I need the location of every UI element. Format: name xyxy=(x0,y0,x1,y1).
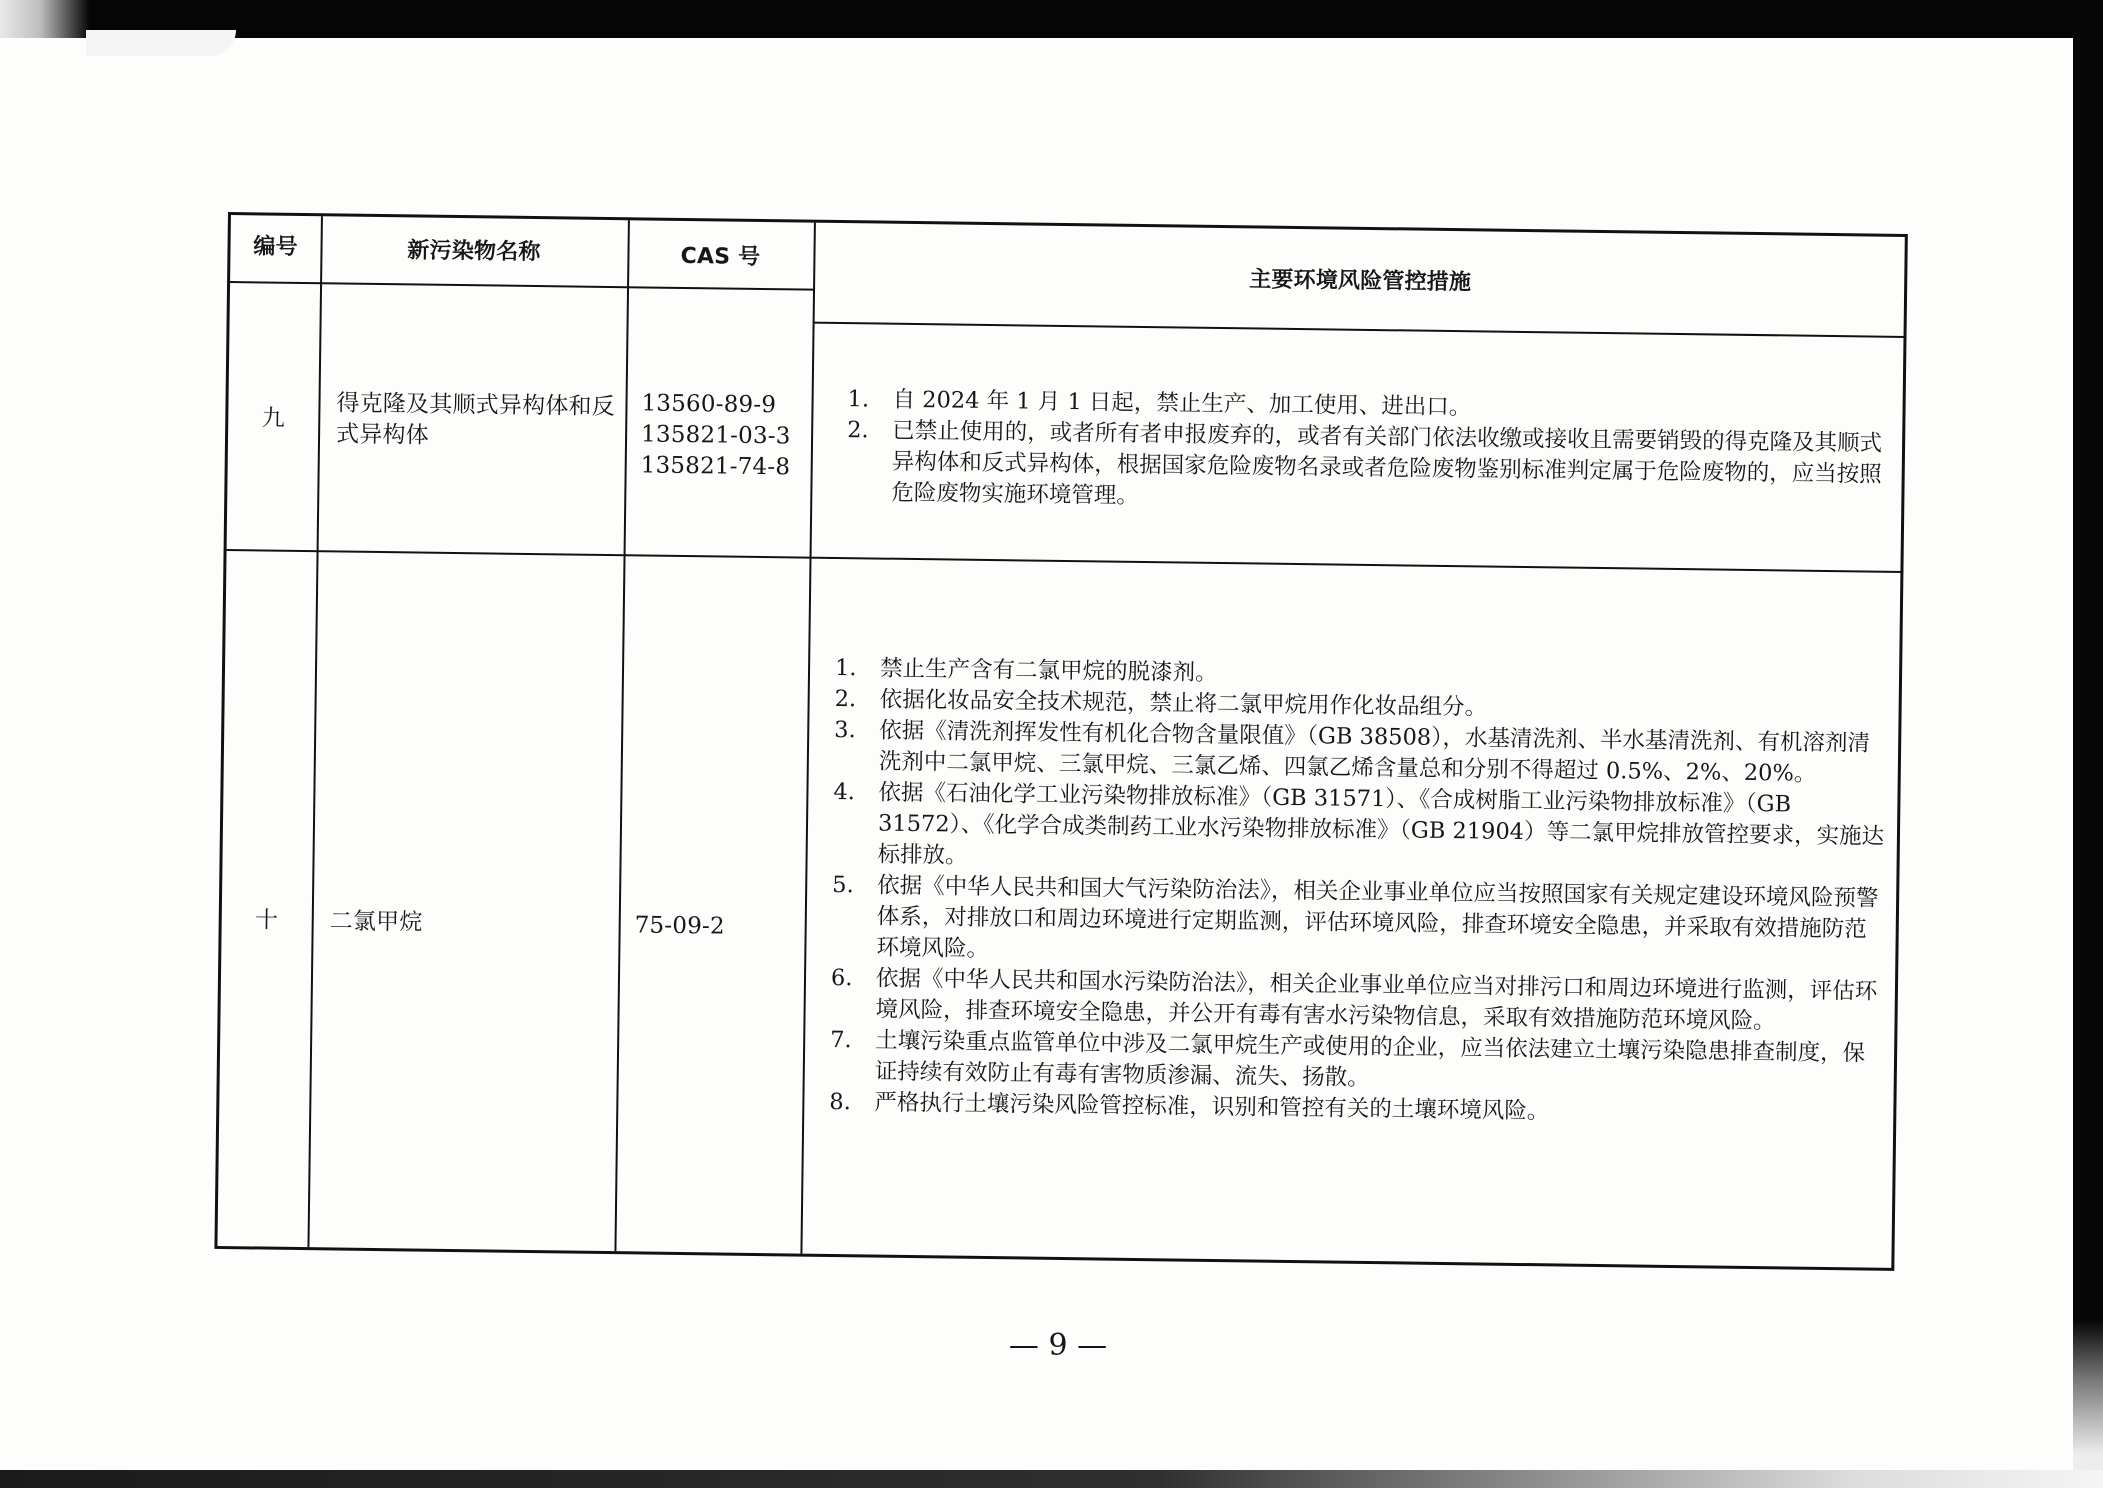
measure-item: 3. 依据《清洗剂挥发性有机化合物含量限值》（GB 38508），水基清洗剂、半水基清洗剂、有机溶剂清洗剂中二氯甲烷、三氯甲烷、三氯乙烯、四氯乙烯含量总和分别不得超过 0.5%、2%、20%。 xyxy=(834,716,1871,787)
scan-border-top-left xyxy=(0,0,90,38)
measure-item: 7. 土壤污染重点监管单位中涉及二氯甲烷生产或使用的企业，应当依法建立土壤污染隐患排查制度，保证持续有效防止有毒有害物质渗漏、流失、扬散。 xyxy=(830,1026,1866,1092)
row-ten-cas-list xyxy=(634,910,799,943)
scan-border-right-fade xyxy=(2073,1320,2103,1488)
column-divider-cas xyxy=(800,223,815,1254)
header-cas: CAS 号 xyxy=(680,243,761,270)
row-nine-measures xyxy=(846,384,1888,522)
measure-item: 1. 禁止生产含有二氯甲烷的脱漆剂。 xyxy=(834,654,1218,686)
header-number: 编号 xyxy=(253,234,298,260)
row-nine-number: 九 xyxy=(261,405,286,432)
measure-item: 8. 严格执行土壤污染风险管控标准，识别和管控有关的土壤环境风险。 xyxy=(829,1088,1550,1125)
cas-number: 135821-03-3 xyxy=(640,421,791,450)
row-ten-number: 十 xyxy=(254,907,279,934)
scan-paper-edge xyxy=(86,30,236,56)
measure-item: 2. 依据化妆品安全技术规范，禁止将二氯甲烷用作化妆品组分。 xyxy=(834,685,1488,721)
measure-item: 5. 依据《中华人民共和国大气污染防治法》，相关企业事业单位应当按照国家有关规定建设环境风险预警体系，对排放口和周边环境进行定期监测，评估环境风险，排查环境安全隐患，并采取有效措施防范环境风险。 xyxy=(832,871,1879,963)
measure-item: 4. 依据《石油化学工业污染物排放标准》（GB 31571）、《合成树脂工业污染物排放标准》（GB 31572）、《化学合成类制药工业水污染物排放标准》（GB 21904）等二氯甲烷排放管控要求，实施达标排放。 xyxy=(833,778,1885,869)
header-name: 新污染物名称 xyxy=(407,238,541,266)
pollutant-control-table xyxy=(214,212,1907,1271)
cas-number: 75-09-2 xyxy=(634,912,725,940)
row-ten-name: 二氯甲烷 xyxy=(329,908,423,936)
scan-border-top xyxy=(0,0,2103,38)
scan-border-right xyxy=(2073,0,2103,1488)
header-divider-left xyxy=(230,281,813,291)
cas-number: 135821-74-8 xyxy=(640,452,791,481)
measure-item: 1. 自 2024 年 1 月 1 日起，禁止生产、加工使用、进出口。 xyxy=(847,386,1472,421)
measure-item: 2. 已禁止使用的，或者所有者申报废弃的，或者有关部门依法收缴或接收且需要销毁的得克隆及其顺式异构体和反式异构体，根据国家危险废物名录或者危险废物鉴别标准判定属于危险废物的，应当按照危险废物实施环境管理。 xyxy=(847,417,1883,509)
measure-item: 6. 依据《中华人民共和国水污染防治法》，相关企业事业单位应当对排污口和周边环境进行监测，评估环境风险，排查环境安全隐患，并公开有毒有害水污染物信息，采取有效措施防范环境风险。 xyxy=(830,964,1878,1035)
header-measures: 主要环境风险管控措施 xyxy=(1249,267,1472,296)
column-divider-name xyxy=(614,220,629,1251)
scan-border-bottom xyxy=(0,1470,2103,1488)
row-ten-measures xyxy=(829,653,1887,1132)
row-divider xyxy=(227,549,1904,573)
header-divider-right xyxy=(813,322,1907,338)
page-number: — 9 — xyxy=(1008,1328,1108,1363)
cas-number: 13560-89-9 xyxy=(641,390,777,419)
column-divider-number xyxy=(307,216,322,1247)
row-nine-cas-list xyxy=(641,388,807,483)
row-nine-name: 得克隆及其顺式异构体和反式异构体 xyxy=(335,390,616,449)
